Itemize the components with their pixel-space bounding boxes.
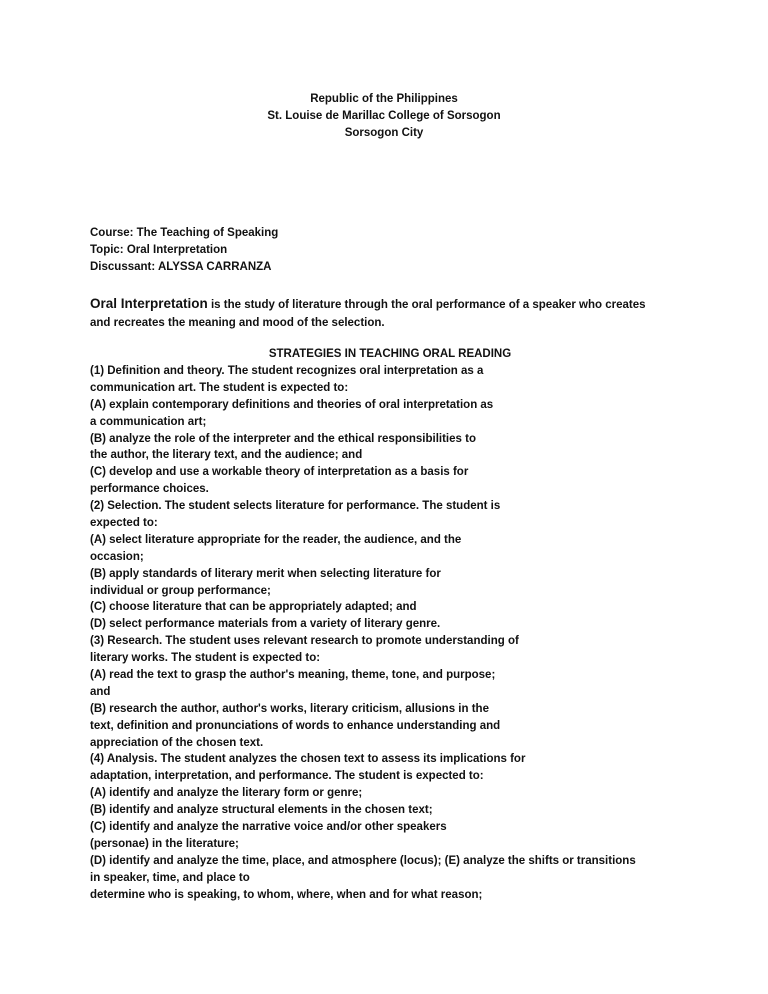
strategies-heading: STRATEGIES IN TEACHING ORAL READING [268, 348, 512, 360]
intro-text-line1: is the study of literature through the oral performance of a speaker who creates [207, 299, 646, 311]
body-line: and [90, 685, 111, 698]
body-line: (A) identify and analyze the literary form or genre; [90, 787, 363, 800]
body-line: (B) research the author, author's works, literary criticism, allusions in the [90, 702, 489, 715]
body-line: (C) identify and analyze the narrative voice and/or other speakers [90, 821, 447, 834]
discussant-line: Discussant: ALYSSA CARRANZA [90, 261, 272, 273]
body-line: in speaker, time, and place to [90, 871, 250, 884]
body-line: occasion; [90, 550, 144, 563]
body-line: (C) choose literature that can be appropriately adapted; and [90, 601, 417, 614]
body-line: (B) analyze the role of the interpreter and the ethical responsibilities to [90, 432, 476, 445]
body-line: a communication art; [90, 415, 207, 428]
header-city: Sorsogon City [344, 127, 424, 139]
body-line: text, definition and pronunciations of words to enhance understanding and [90, 719, 501, 732]
body-line: expected to: [90, 517, 158, 530]
body-line: (D) select performance materials from a variety of literary genre. [90, 618, 441, 631]
course-meta [90, 225, 278, 276]
body-line: appreciation of the chosen text. [90, 736, 264, 749]
strategies-body [90, 363, 690, 904]
intro-term: Oral Interpretation [90, 296, 208, 311]
body-line: individual or group performance; [90, 584, 271, 597]
body-line: (C) develop and use a workable theory of interpretation as a basis for [90, 466, 469, 479]
body-line: the author, the literary text, and the audience; and [90, 449, 363, 462]
body-line: communication art. The student is expected to: [90, 381, 349, 394]
body-line: (D) identify and analyze the time, place, and atmosphere (locus); (E) analyze the shifts or transitions [90, 854, 636, 867]
body-line: (A) explain contemporary definitions and theories of oral interpretation as [90, 398, 494, 411]
body-line: determine who is speaking, to whom, where, when and for what reason; [90, 888, 483, 901]
body-line: (B) identify and analyze structural elements in the chosen text; [90, 804, 433, 817]
header-country: Republic of the Philippines [310, 93, 458, 105]
body-line: adaptation, interpretation, and performance. The student is expected to: [90, 770, 484, 783]
body-line: literary works. The student is expected to: [90, 652, 321, 665]
course-line: Course: The Teaching of Speaking [90, 227, 279, 239]
body-line: (personae) in the literature; [90, 837, 239, 850]
body-line: (A) read the text to grasp the author's meaning, theme, tone, and purpose; [90, 669, 496, 682]
intro-text-line2: and recreates the meaning and mood of the selection. [90, 317, 385, 329]
body-line: (4) Analysis. The student analyzes the chosen text to assess its implications for [90, 753, 526, 766]
header-college: St. Louise de Marillac College of Sorsogon [267, 110, 501, 122]
intro-paragraph [90, 295, 690, 332]
document-header [0, 91, 768, 142]
body-line: (3) Research. The student uses relevant research to promote understanding of [90, 635, 519, 648]
body-line: (2) Selection. The student selects literature for performance. The student is [90, 500, 501, 513]
body-line: performance choices. [90, 483, 209, 496]
body-line: (1) Definition and theory. The student recognizes oral interpretation as a [90, 365, 484, 377]
body-line: (A) select literature appropriate for the reader, the audience, and the [90, 533, 462, 546]
topic-line: Topic: Oral Interpretation [90, 244, 228, 256]
body-line: (B) apply standards of literary merit when selecting literature for [90, 567, 441, 580]
